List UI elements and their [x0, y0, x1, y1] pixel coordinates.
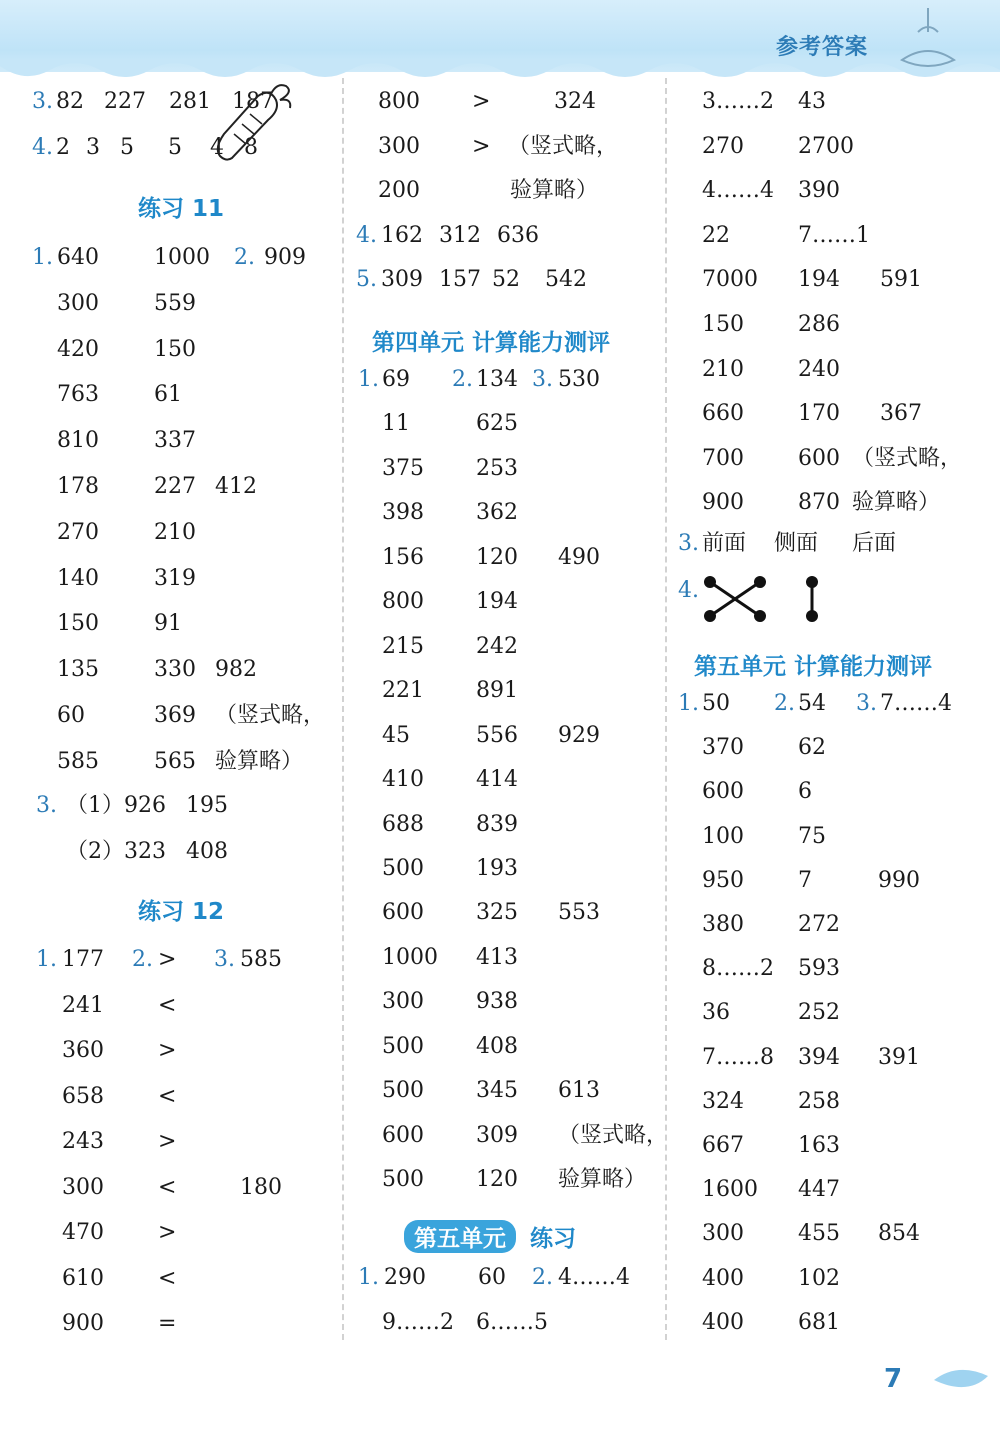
answer-value: 281: [169, 89, 211, 114]
answer-value: 950: [702, 867, 744, 893]
answer-value: 270: [702, 133, 744, 159]
answer-value: 6: [798, 779, 812, 805]
answer-value: 600: [702, 779, 744, 805]
answer-value: 447: [798, 1177, 840, 1203]
answer-value: 4: [210, 135, 224, 160]
answer-value: 556: [476, 722, 518, 748]
answer-value: 810: [57, 428, 99, 454]
section-title-exercise-12: 练习 12: [138, 899, 225, 925]
answer-value: 559: [154, 290, 196, 316]
answer-value: 763: [57, 382, 99, 408]
answer-value: 221: [382, 678, 424, 704]
question-number: 2.: [774, 691, 795, 716]
answer-value: 227: [154, 474, 196, 499]
answer-value: 253: [476, 455, 518, 481]
answer-value: 362: [476, 500, 518, 526]
answer-value: 300: [62, 1174, 104, 1200]
answer-value: 75: [798, 823, 826, 849]
question-number: 1.: [678, 691, 699, 716]
answer-value: 150: [57, 611, 99, 637]
answer-value: =: [158, 1311, 177, 1336]
answer-value: 369: [154, 703, 196, 728]
answer-value: 625: [476, 411, 518, 437]
answer-value: 681: [798, 1309, 840, 1335]
answer-value: 7000: [702, 267, 758, 293]
question-number: 1.: [36, 947, 57, 972]
answer-value: 500: [382, 1167, 424, 1193]
answer-value: 验算略）: [510, 178, 599, 204]
answer-value: （竖式略，: [508, 133, 619, 159]
answer-value: 前面: [702, 531, 747, 556]
answer-value: 319: [154, 565, 196, 591]
answer-value: 5: [120, 135, 134, 160]
answer-value: 380: [702, 912, 744, 937]
answer-value: 839: [476, 811, 518, 837]
answer-value: 43: [798, 89, 826, 114]
answer-value: 410: [382, 767, 424, 793]
answer-value: 8: [244, 135, 258, 160]
answer-value: 370: [702, 735, 744, 761]
answer-value: 345: [476, 1078, 518, 1104]
answer-value: 272: [798, 912, 840, 937]
answer-value: 163: [798, 1133, 840, 1158]
answer-value: <: [158, 1174, 177, 1200]
answer-value: 330: [154, 657, 196, 683]
answer-value: 909: [264, 245, 306, 270]
question-number: 4.: [32, 135, 53, 160]
answer-value: >: [472, 133, 491, 159]
answer-value: 593: [798, 956, 840, 982]
question-number: 4.: [356, 223, 377, 248]
answer-value: 658: [62, 1083, 104, 1109]
answer-value: 193: [476, 855, 518, 881]
answer-value: 360: [62, 1038, 104, 1063]
answer-value: 242: [476, 633, 518, 659]
answer-value: 156: [382, 544, 424, 570]
answer-value: <: [158, 992, 177, 1018]
answer-value: 367: [880, 401, 922, 427]
answer-value: 420: [57, 336, 99, 362]
answer-value: 391: [878, 1044, 920, 1070]
answer-value: 375: [382, 455, 424, 481]
page-number: 7: [884, 1364, 903, 1394]
section-title-unit4-assessment: 第四单元 计算能力测评: [372, 330, 611, 356]
answer-value: 252: [798, 1000, 840, 1026]
section-title-unit5-assessment: 第五单元 计算能力测评: [694, 654, 933, 680]
answer-value: 591: [880, 267, 922, 293]
answer-value: 8……2: [702, 956, 774, 982]
answer-value: 11: [382, 411, 410, 437]
question-number: 5.: [356, 267, 377, 292]
answer-value: 660: [702, 401, 744, 427]
answer-value: 2: [56, 135, 70, 160]
answer-value: 800: [378, 89, 420, 114]
answer-value: 241: [62, 992, 104, 1018]
question-number: 1.: [32, 245, 53, 270]
answer-value: 325: [476, 900, 518, 926]
answer-value: 400: [702, 1265, 744, 1291]
section-title-text: 练习: [530, 1226, 576, 1252]
answer-value: 290: [384, 1265, 426, 1290]
answer-value: 3……2: [702, 89, 774, 114]
column-divider: [342, 78, 344, 1340]
answer-value: 200: [378, 178, 420, 204]
answer-value: 500: [382, 1033, 424, 1059]
answer-value: 243: [62, 1129, 104, 1154]
answer-value: 91: [154, 611, 182, 637]
answer-value: 140: [57, 565, 99, 591]
answer-value: 870: [798, 490, 840, 516]
answer-value: 542: [545, 267, 587, 292]
answer-value: 验算略）: [852, 490, 941, 516]
answer-value: 585: [57, 748, 99, 774]
answer-value: 7……4: [880, 691, 952, 716]
answer-value: 1000: [154, 245, 210, 270]
answer-value: 270: [57, 519, 99, 545]
answer-value: 验算略）: [215, 748, 304, 774]
question-number: 2.: [532, 1265, 553, 1290]
answer-value: 227: [104, 89, 146, 114]
unit-badge: 第五单元: [404, 1220, 516, 1253]
question-number: 2.: [132, 947, 153, 972]
answer-value: 455: [798, 1221, 840, 1247]
answer-value: 900: [62, 1311, 104, 1336]
answer-value: 500: [382, 855, 424, 881]
answer-value: 验算略）: [558, 1167, 647, 1193]
question-number: 3.: [214, 947, 235, 972]
answer-value: 929: [558, 722, 600, 748]
answer-value: 585: [240, 947, 282, 972]
answer-value: 565: [154, 748, 196, 774]
answer-value: 891: [476, 678, 518, 704]
answer-value: （1）926: [66, 793, 166, 818]
answer-value: 500: [382, 1078, 424, 1104]
answer-value: 258: [798, 1088, 840, 1114]
answer-value: 134: [476, 367, 518, 392]
answer-value: 938: [476, 989, 518, 1015]
answer-value: 45: [382, 722, 410, 748]
answer-value: 610: [62, 1265, 104, 1291]
answer-value: 309: [381, 267, 423, 292]
answer-value: 4……4: [558, 1265, 630, 1290]
answer-value: 286: [798, 312, 840, 337]
answer-value: 82: [56, 89, 84, 114]
answer-value: 1600: [702, 1177, 758, 1203]
section-title-exercise-11: 练习 11: [138, 196, 225, 222]
answer-value: 412: [215, 474, 257, 499]
answer-value: >: [158, 1220, 177, 1245]
answer-value: 210: [702, 356, 744, 382]
answer-value: 982: [215, 657, 257, 683]
page-corner-decoration-icon: [928, 1362, 994, 1398]
answer-value: 后面: [852, 531, 897, 556]
answer-value: 170: [798, 401, 840, 427]
answer-value: 194: [798, 267, 840, 293]
answer-value: 324: [554, 89, 596, 114]
answer-value: 300: [702, 1221, 744, 1247]
answer-value: （竖式略，: [852, 445, 963, 471]
answer-value: 62: [798, 735, 826, 761]
answer-value: 162: [381, 223, 423, 248]
answer-value: 400: [702, 1309, 744, 1335]
answer-value: 600: [798, 445, 840, 471]
answer-value: 553: [558, 900, 600, 926]
answer-value: 800: [382, 589, 424, 615]
answer-value: 157: [439, 267, 481, 292]
answer-value: 312: [439, 223, 481, 248]
answer-value: 240: [798, 356, 840, 382]
answer-value: 414: [476, 767, 518, 793]
answer-value: 398: [382, 500, 424, 526]
answer-value: 7……1: [798, 222, 870, 248]
answer-value: 60: [57, 703, 85, 728]
answer-value: 22: [702, 222, 730, 248]
answer-value: 54: [798, 691, 826, 716]
answer-value: 215: [382, 633, 424, 659]
answer-value: 177: [62, 947, 104, 972]
answer-value: （2）323: [66, 839, 166, 864]
question-number: 4.: [678, 578, 699, 603]
answer-value: 1000: [382, 944, 438, 970]
answer-value: 390: [798, 178, 840, 204]
answer-value: 102: [798, 1265, 840, 1291]
answer-value: 9……2: [382, 1310, 454, 1335]
answer-value: 150: [702, 312, 744, 337]
answer-value: （竖式略，: [558, 1122, 669, 1148]
answer-value: 640: [57, 245, 99, 270]
answer-value: 61: [154, 382, 182, 408]
line-connection-diagram: [700, 574, 830, 624]
answer-value: <: [158, 1265, 177, 1291]
question-number: 3.: [36, 793, 57, 818]
answer-value: 4……4: [702, 178, 774, 204]
answer-value: 688: [382, 811, 424, 837]
question-number: 2.: [234, 245, 255, 270]
answer-value: 60: [478, 1265, 506, 1290]
answer-value: 324: [702, 1088, 744, 1114]
answer-value: >: [158, 947, 177, 972]
answer-value: 100: [702, 823, 744, 849]
answer-value: 309: [476, 1122, 518, 1148]
answer-value: 52: [492, 267, 520, 292]
answer-value: >: [158, 1038, 177, 1063]
answer-value: 490: [558, 544, 600, 570]
answer-value: 178: [57, 474, 99, 499]
answer-value: 150: [154, 336, 196, 362]
question-number: 3.: [856, 691, 877, 716]
answer-value: 69: [382, 367, 410, 392]
lamp-decoration-icon: [888, 2, 968, 72]
answer-value: 194: [476, 589, 518, 615]
answer-value: 120: [476, 1167, 518, 1193]
answer-value: 7……8: [702, 1044, 774, 1070]
answer-value: 187: [232, 89, 274, 114]
answer-value: 135: [57, 657, 99, 683]
answer-value: 120: [476, 544, 518, 570]
question-number: 1.: [358, 367, 379, 392]
answer-value: 7: [798, 867, 812, 893]
answer-value: 337: [154, 428, 196, 454]
answer-value: （竖式略，: [215, 703, 326, 728]
question-number: 3.: [678, 531, 699, 556]
answer-value: <: [158, 1083, 177, 1109]
answer-value: 300: [382, 989, 424, 1015]
answer-value: 636: [497, 223, 539, 248]
answer-value: 300: [378, 133, 420, 159]
answer-value: 3: [86, 135, 100, 160]
answer-value: 侧面: [774, 531, 819, 556]
header-wave-decoration: [0, 60, 1000, 86]
answer-value: 667: [702, 1133, 744, 1158]
answer-value: 36: [702, 1000, 730, 1026]
answer-value: 700: [702, 445, 744, 471]
answer-value: 5: [168, 135, 182, 160]
answer-value: 470: [62, 1220, 104, 1245]
answer-value: >: [472, 89, 491, 114]
answer-value: 990: [878, 867, 920, 893]
question-number: 1.: [358, 1265, 379, 1290]
question-number: 3.: [532, 367, 553, 392]
answer-value: 210: [154, 519, 196, 545]
answer-value: 530: [558, 367, 600, 392]
question-number: 3.: [32, 89, 53, 114]
answer-value: 613: [558, 1078, 600, 1104]
answer-value: 2700: [798, 133, 854, 159]
answer-value: 408: [476, 1033, 518, 1059]
answer-value: 394: [798, 1044, 840, 1070]
carrot-doodle-icon: [206, 78, 296, 164]
answer-value: 600: [382, 900, 424, 926]
answer-value: 300: [57, 290, 99, 316]
section-title-unit5-exercise: [404, 1220, 576, 1253]
answer-value: 6……5: [476, 1310, 548, 1335]
answer-value: 413: [476, 944, 518, 970]
answer-value: 408: [186, 839, 228, 864]
answer-value: 180: [240, 1174, 282, 1200]
column-divider: [665, 78, 667, 1340]
answer-value: 854: [878, 1221, 920, 1247]
question-number: 2.: [452, 367, 473, 392]
answer-value: 600: [382, 1122, 424, 1148]
answer-value: 195: [186, 793, 228, 818]
header-title: 参考答案: [776, 35, 869, 60]
answer-value: >: [158, 1129, 177, 1154]
answer-value: 50: [702, 691, 730, 716]
answer-value: 900: [702, 490, 744, 516]
